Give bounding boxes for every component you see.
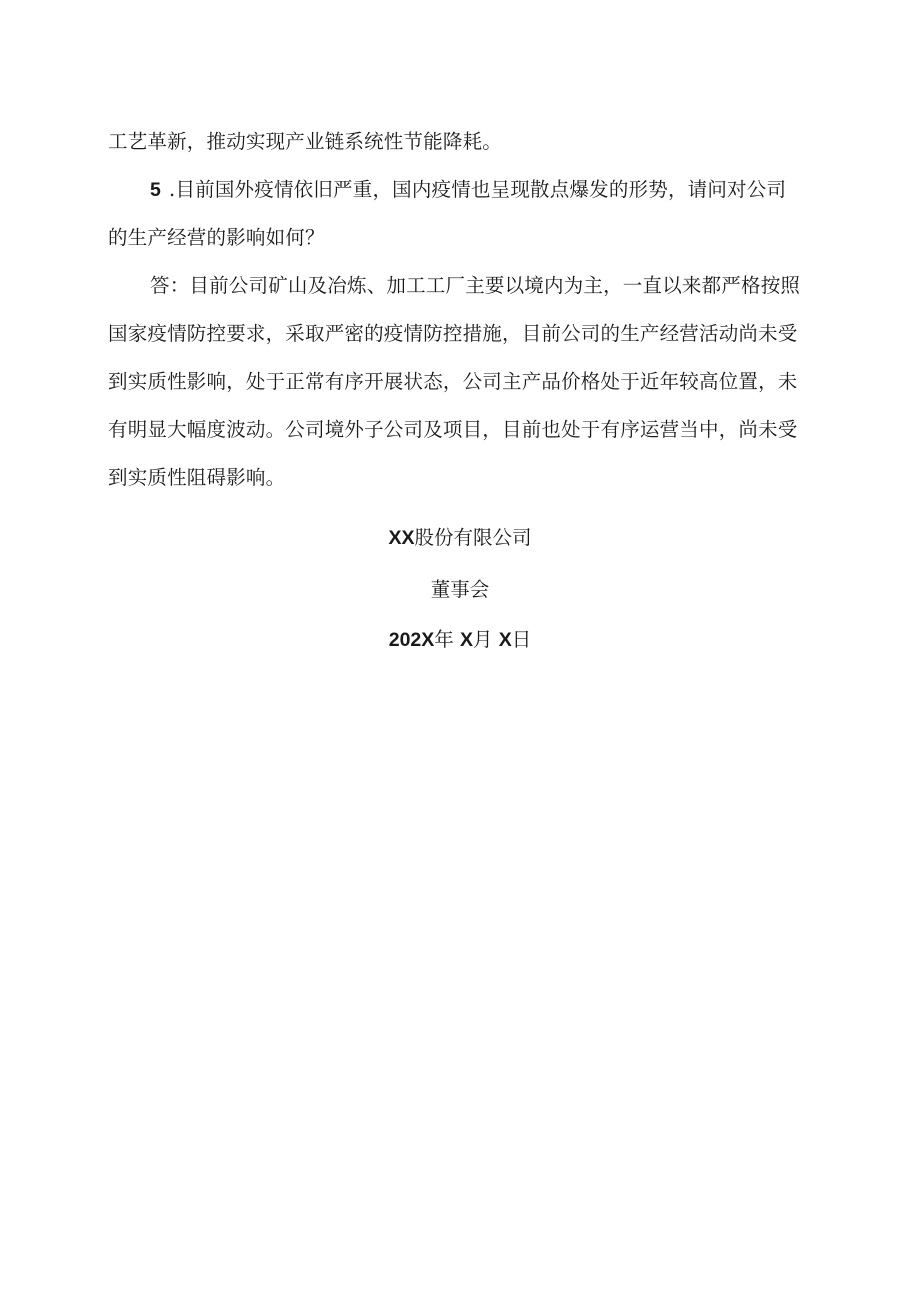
signature-date [0,626,920,654]
text-line: 工艺革新，推动实现产业链系统性节能降耗。 [108,130,503,153]
date-month-char: 月 [473,628,493,651]
date-day: X [498,629,512,651]
text-line: 的生产经营的影响如何？ [108,226,325,249]
signature-company [0,524,920,552]
text-line [108,166,812,214]
company-name: 股份有限公司 [414,526,532,549]
paragraph-continued [108,118,812,166]
date-month: X [460,629,474,651]
date-day-char: 日 [511,628,532,651]
board-name: 董事会 [430,578,490,601]
question-paragraph [108,166,812,262]
text-line: 有明显大幅度波动。公司境外子公司及项目，目前也处于有序运营当中，尚未受 [108,418,798,441]
answer-paragraph [108,262,812,502]
text-line: 到实质性影响，处于正常有序开展状态，公司主产品价格处于近年较高位置，未 [108,370,798,393]
question-number: 5 [150,179,162,201]
text-line: 国家疫情防控要求，采取严密的疫情防控措施，目前公司的生产经营活动尚未受 [108,322,798,345]
company-prefix: XX [388,527,415,549]
text-line: 答：目前公司矿山及冶炼、加工工厂主要以境内为主，一直以来都严格按照 [150,274,801,297]
question-text: .目前国外疫情依旧严重，国内疫情也呈现散点爆发的形势，请问对公司 [169,178,787,201]
signature-board [0,576,920,604]
date-year: 202X [388,629,435,651]
date-year-char: 年 [434,628,454,651]
text-line: 到实质性阻碍影响。 [108,466,286,489]
